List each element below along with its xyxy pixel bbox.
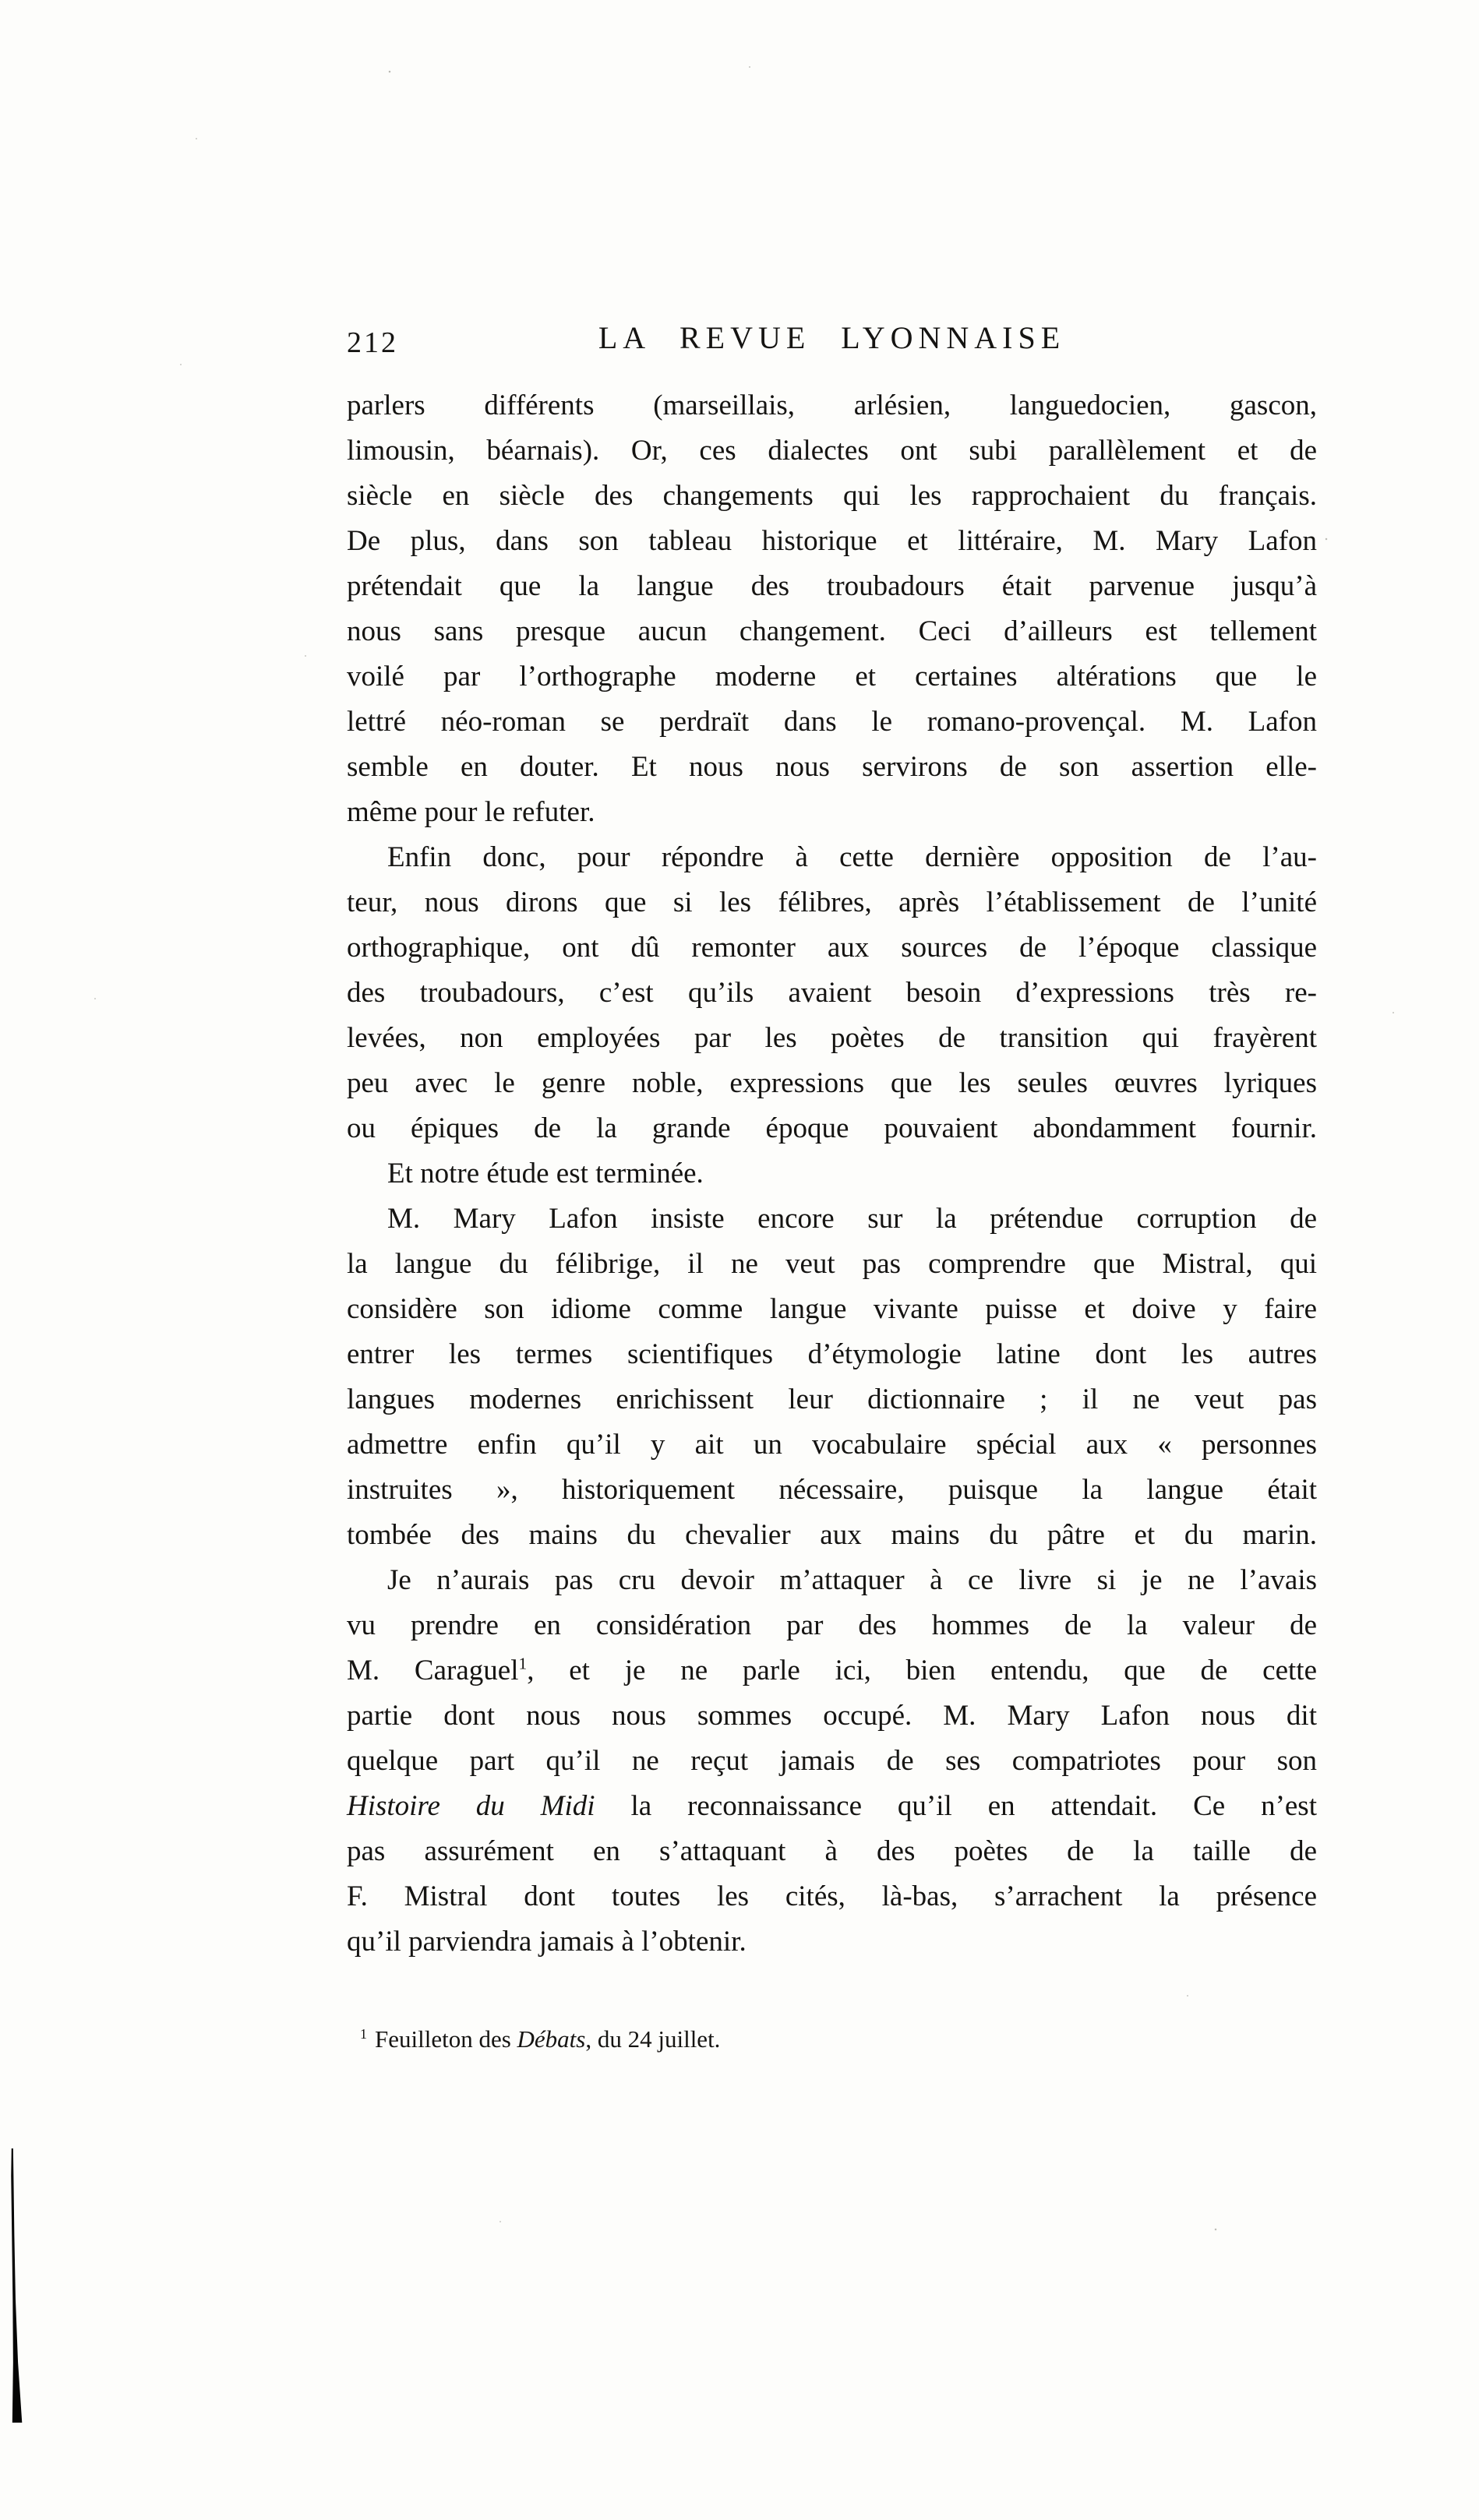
text-line: Histoire du Midi la reconnaissance qu’il en attendait. Ce n’est bbox=[347, 1790, 1317, 1822]
text-line: peu avec le genre noble, expressions que les seules œuvres lyriques bbox=[347, 1067, 1317, 1099]
text-line: instruites », historiquement nécessaire, puisque la langue était bbox=[347, 1474, 1317, 1506]
running-title: LA REVUE LYONNAISE bbox=[598, 320, 1066, 355]
text-line: voilé par l’orthographe moderne et certaines altérations que le bbox=[347, 661, 1317, 693]
text-line: considère son idiome comme langue vivante puisse et doive y faire bbox=[347, 1293, 1317, 1325]
text-line: pas assurément en s’attaquant à des poètes de la taille de bbox=[347, 1835, 1317, 1867]
text-line: qu’il parviendra jamais à l’obtenir. bbox=[347, 1926, 747, 1958]
footnote-marker: 1 bbox=[360, 2025, 367, 2042]
text-line: Enfin donc, pour répondre à cette dernière opposition de l’au- bbox=[387, 841, 1317, 873]
page-header bbox=[347, 319, 1317, 366]
text-line: partie dont nous nous sommes occupé. M. Mary Lafon nous dit bbox=[347, 1700, 1317, 1732]
text-line: même pour le refuter. bbox=[347, 796, 595, 828]
text-line: limousin, béarnais). Or, ces dialectes ont subi parallèlement et de bbox=[347, 435, 1317, 467]
text-line: orthographique, ont dû remonter aux sources de l’époque classique bbox=[347, 932, 1317, 964]
text-line: tombée des mains du chevalier aux mains du pâtre et du marin. bbox=[347, 1519, 1317, 1551]
text-line: siècle en siècle des changements qui les rapprochaient du français. bbox=[347, 480, 1317, 512]
text-line: langues modernes enrichissent leur dictionnaire ; il ne veut pas bbox=[347, 1383, 1317, 1415]
text-line: Je n’aurais pas cru devoir m’attaquer à ce livre si je ne l’avais bbox=[387, 1564, 1317, 1596]
text-line: M. Mary Lafon insiste encore sur la prétendue corruption de bbox=[387, 1203, 1317, 1235]
text-line: des troubadours, c’est qu’ils avaient besoin d’expressions très re- bbox=[347, 977, 1317, 1009]
text-line: levées, non employées par les poètes de transition qui frayèrent bbox=[347, 1022, 1317, 1054]
page-number: 212 bbox=[347, 326, 398, 359]
text-line: vu prendre en considération par des hommes de la valeur de bbox=[347, 1609, 1317, 1641]
text-line: admettre enfin qu’il y ait un vocabulaire spécial aux « personnes bbox=[347, 1429, 1317, 1461]
text-line: quelque part qu’il ne reçut jamais de ses compatriotes pour son bbox=[347, 1745, 1317, 1777]
body-text bbox=[347, 383, 1317, 1965]
footnote: $^1$ Feuilleton des Débats, du 24 juillet. bbox=[360, 2025, 721, 2053]
scan-artifact-line bbox=[6, 2148, 26, 2423]
text-line: semble en douter. Et nous nous servirons de son assertion elle- bbox=[347, 751, 1317, 783]
text-line: F. Mistral dont toutes les cités, là-bas, s’arrachent la présence bbox=[347, 1880, 1317, 1912]
text-line: De plus, dans son tableau historique et littéraire, M. Mary Lafon bbox=[347, 525, 1317, 557]
footnote-reference: 1 bbox=[518, 1654, 528, 1673]
text-line: M. Caraguel$^1$, et je ne parle ici, bien entendu, que de cette bbox=[347, 1654, 1317, 1686]
text-line: lettré néo-roman se perdraït dans le romano-provençal. M. Lafon bbox=[347, 706, 1317, 738]
text-line: prétendait que la langue des troubadours était parvenue jusqu’à bbox=[347, 570, 1317, 602]
text-line: entrer les termes scientifiques d’étymologie latine dont les autres bbox=[347, 1338, 1317, 1370]
text-line: la langue du félibrige, il ne veut pas comprendre que Mistral, qui bbox=[347, 1248, 1317, 1280]
text-line: Et notre étude est terminée. bbox=[387, 1158, 704, 1190]
text-line: nous sans presque aucun changement. Ceci d’ailleurs est tellement bbox=[347, 615, 1317, 647]
text-line: ou épiques de la grande époque pouvaient abondamment fournir. bbox=[347, 1112, 1317, 1144]
text-line: parlers différents (marseillais, arlésien, languedocien, gascon, bbox=[347, 389, 1317, 421]
text-line: teur, nous dirons que si les félibres, après l’établissement de l’unité bbox=[347, 886, 1317, 918]
